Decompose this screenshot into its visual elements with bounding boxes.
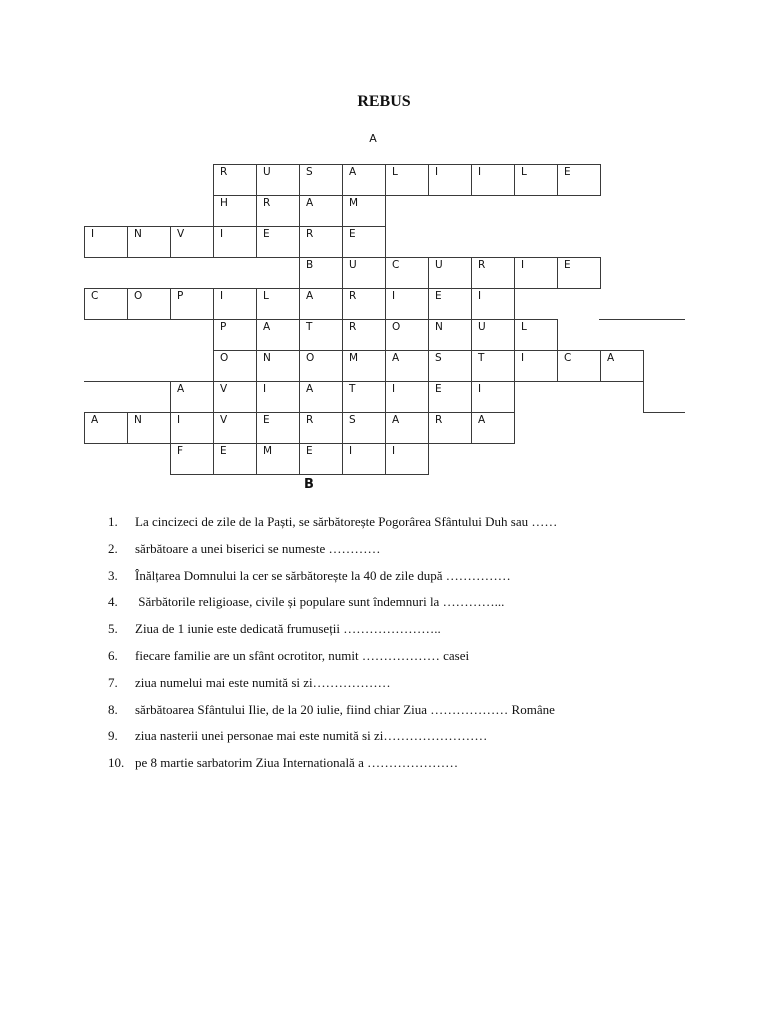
crossword-letter: S (306, 166, 313, 178)
crossword-cell (256, 226, 300, 258)
crossword-letter: R (478, 259, 486, 271)
crossword-letter: I (478, 166, 482, 178)
crossword-cell (127, 288, 171, 320)
crossword-cell (299, 350, 343, 382)
question-text: La cincizeci de zile de la Paști, se sărbătorește Pogorârea Sfântului Duh sau …… (135, 514, 558, 529)
crossword-letter: I (521, 259, 525, 271)
crossword-letter: C (392, 259, 400, 271)
crossword-cell (428, 381, 472, 413)
crossword-letter: R (349, 321, 357, 333)
crossword-cell (256, 412, 300, 444)
crossword-letter: E (306, 445, 313, 457)
crossword-letter: I (220, 228, 224, 240)
crossword-letter: L (521, 166, 527, 178)
crossword-letter: V (220, 383, 228, 395)
crossword-cell (557, 164, 601, 196)
crossword-cell (299, 443, 343, 475)
crossword-letter: A (91, 414, 99, 426)
crossword-letter: I (263, 383, 267, 395)
crossword-letter: I (177, 414, 181, 426)
crossword-letter: A (392, 352, 400, 364)
crossword-letter: I (392, 290, 396, 302)
crossword-letter: A (306, 290, 314, 302)
crossword-cell (213, 226, 257, 258)
crossword-letter: O (220, 352, 229, 364)
crossword-cell (342, 381, 386, 413)
crossword-letter: R (435, 414, 443, 426)
crossword-cell (471, 288, 515, 320)
crossword-cell (342, 350, 386, 382)
crossword-letter: S (435, 352, 442, 364)
crossword-letter: L (392, 166, 398, 178)
crossword-letter: I (349, 445, 353, 457)
crossword-letter: B (306, 259, 314, 271)
crossword-cell (514, 164, 558, 196)
crossword-cell (385, 381, 429, 413)
crossword-cell (170, 443, 214, 475)
crossword-letter: V (220, 414, 228, 426)
crossword-cell (84, 288, 128, 320)
crossword-letter: N (435, 321, 443, 333)
crossword-letter: V (177, 228, 185, 240)
crossword-cell (170, 288, 214, 320)
crossword-cell (256, 164, 300, 196)
question-text: pe 8 martie sarbatorim Ziua Internatională a ………………… (135, 755, 459, 771)
crossword-cell (471, 350, 515, 382)
crossword-letter: C (91, 290, 99, 302)
crossword-cell (514, 257, 558, 289)
question-text: sărbătoarea Sfântului Ilie, de la 20 iulie, fiind chiar Ziua ……………… Române (135, 701, 555, 717)
crossword-cell (256, 288, 300, 320)
crossword-letter: N (134, 228, 142, 240)
question-item (108, 726, 728, 753)
question-number: 6. (108, 647, 118, 663)
crossword-cell (428, 319, 472, 351)
crossword-cell (385, 257, 429, 289)
crossword-cell (84, 226, 128, 258)
question-item (108, 512, 728, 539)
crossword-letter: I (392, 445, 396, 457)
crossword-letter: I (478, 290, 482, 302)
question-text: Ziua de 1 iunie este dedicată frumuseții ………………….. (135, 621, 441, 637)
question-number: 9. (108, 728, 118, 744)
crossword-letter: T (349, 383, 356, 395)
crossword-cell (471, 319, 515, 351)
crossword-cell (385, 412, 429, 444)
crossword-letter: A (392, 414, 400, 426)
crossword-letter: I (91, 228, 95, 240)
crossword-cell (428, 412, 472, 444)
crossword-cell (428, 288, 472, 320)
crossword-cell (299, 226, 343, 258)
question-number: 1. (108, 514, 118, 529)
crossword-letter: E (220, 445, 227, 457)
crossword-cell (84, 412, 128, 444)
crossword-cell (213, 319, 257, 351)
crossword-letter: S (349, 414, 356, 426)
crossword-cell (213, 443, 257, 475)
question-item (108, 753, 728, 780)
crossword-cell (299, 164, 343, 196)
crossword-letter: U (349, 259, 357, 271)
question-item (108, 646, 728, 673)
crossword-letter: R (220, 166, 228, 178)
crossword-letter: M (263, 445, 273, 457)
question-item (108, 619, 728, 646)
crossword-letter: M (349, 352, 359, 364)
crossword-cell (256, 319, 300, 351)
crossword-cell (127, 226, 171, 258)
crossword-letter: O (134, 290, 143, 302)
crossword-letter: E (263, 414, 270, 426)
rule-line (599, 319, 685, 320)
rule-line (557, 288, 599, 289)
crossword-cell (471, 164, 515, 196)
crossword-letter: E (564, 166, 571, 178)
questions-list (108, 512, 728, 780)
crossword-letter: I (392, 383, 396, 395)
crossword-letter: R (306, 414, 314, 426)
crossword-letter: R (349, 290, 357, 302)
crossword-cell (342, 288, 386, 320)
question-number: 10. (108, 755, 125, 771)
crossword-cell (170, 412, 214, 444)
crossword-cell (385, 319, 429, 351)
crossword-letter: I (220, 290, 224, 302)
crossword-cell (127, 412, 171, 444)
crossword-cell (428, 350, 472, 382)
crossword-cell (213, 164, 257, 196)
question-item (108, 700, 728, 727)
crossword-letter: A (306, 383, 314, 395)
question-text: sărbătoare a unei biserici se numeste ………… (135, 540, 381, 556)
crossword-cell (213, 412, 257, 444)
rule-line (643, 412, 685, 413)
rule-line (643, 381, 644, 413)
crossword-cell (213, 350, 257, 382)
crossword-cell (471, 412, 515, 444)
crossword-letter: I (478, 383, 482, 395)
crossword-letter: A (607, 352, 615, 364)
question-number: 4. (108, 594, 118, 610)
crossword-cell (385, 443, 429, 475)
crossword-letter: I (435, 166, 439, 178)
crossword-cell (471, 257, 515, 289)
crossword-letter: P (177, 290, 184, 302)
crossword-letter: E (435, 290, 442, 302)
crossword-cell (299, 412, 343, 444)
crossword-letter: A (478, 414, 486, 426)
crossword-cell (342, 226, 386, 258)
crossword-cell (256, 350, 300, 382)
crossword-letter: N (134, 414, 142, 426)
crossword-letter: O (392, 321, 401, 333)
crossword-cell (600, 350, 644, 382)
crossword-cell (299, 195, 343, 227)
question-number: 2. (108, 540, 118, 556)
column-label-a: A (369, 132, 377, 145)
crossword-cell (342, 195, 386, 227)
crossword-letter: H (220, 197, 228, 209)
crossword-letter: I (521, 352, 525, 364)
crossword-letter: A (177, 383, 185, 395)
crossword-letter: P (220, 321, 227, 333)
crossword-cell (557, 350, 601, 382)
question-text: ziua numelui mai este numită si zi……………… (135, 674, 391, 690)
crossword-cell (170, 226, 214, 258)
crossword-cell (342, 257, 386, 289)
question-item (108, 673, 728, 700)
crossword-letter: M (349, 197, 359, 209)
crossword-letter: A (263, 321, 271, 333)
crossword-cell (299, 257, 343, 289)
crossword-cell (428, 164, 472, 196)
crossword-cell (213, 381, 257, 413)
question-text: ziua nasterii unei personae mai este numită si zi…………………… (135, 728, 488, 744)
crossword-letter: E (564, 259, 571, 271)
crossword-letter: L (263, 290, 269, 302)
crossword-letter: A (349, 166, 357, 178)
crossword-letter: T (478, 352, 485, 364)
crossword-cell (385, 164, 429, 196)
question-text: Înălțarea Domnului la cer se sărbătorește la 40 de zile după …………… (135, 567, 511, 583)
crossword-cell (342, 443, 386, 475)
crossword-letter: F (177, 445, 184, 457)
crossword-cell (299, 288, 343, 320)
crossword-cell (471, 381, 515, 413)
crossword-letter: E (263, 228, 270, 240)
crossword-cell (213, 195, 257, 227)
question-number: 3. (108, 567, 118, 583)
crossword-letter: A (306, 197, 314, 209)
crossword-cell (299, 319, 343, 351)
rule-line (84, 257, 298, 258)
page-title: REBUS (357, 93, 411, 110)
question-item (108, 539, 728, 566)
question-number: 5. (108, 621, 118, 637)
crossword-cell (385, 288, 429, 320)
crossword-cell (385, 350, 429, 382)
crossword-cell (170, 381, 214, 413)
question-number: 7. (108, 674, 118, 690)
column-label-b: B (304, 477, 314, 492)
crossword-cell (342, 164, 386, 196)
crossword-letter: C (564, 352, 572, 364)
question-text: Sărbătorile religioase, civile și populare sunt îndemnuri la …………... (135, 594, 505, 610)
crossword-letter: U (478, 321, 486, 333)
crossword-cell (428, 257, 472, 289)
crossword-letter: R (263, 197, 271, 209)
crossword-cell (256, 195, 300, 227)
crossword-cell (514, 350, 558, 382)
crossword-letter: R (306, 228, 314, 240)
rule-line (84, 381, 170, 382)
crossword-cell (514, 319, 558, 351)
crossword-letter: E (435, 383, 442, 395)
crossword-letter: O (306, 352, 315, 364)
question-text: fiecare familie are un sfânt ocrotitor, numit ……………… casei (135, 647, 470, 663)
crossword-letter: U (435, 259, 443, 271)
crossword-cell (557, 257, 601, 289)
crossword-cell (256, 443, 300, 475)
crossword-cell (256, 381, 300, 413)
crossword-cell (213, 288, 257, 320)
crossword-letter: U (263, 166, 271, 178)
crossword-letter: E (349, 228, 356, 240)
crossword-letter: T (306, 321, 313, 333)
crossword-cell (299, 381, 343, 413)
crossword-letter: N (263, 352, 271, 364)
crossword-cell (342, 319, 386, 351)
crossword-letter: L (521, 321, 527, 333)
crossword-cell (342, 412, 386, 444)
question-item (108, 592, 728, 619)
question-item (108, 566, 728, 593)
question-number: 8. (108, 701, 118, 717)
